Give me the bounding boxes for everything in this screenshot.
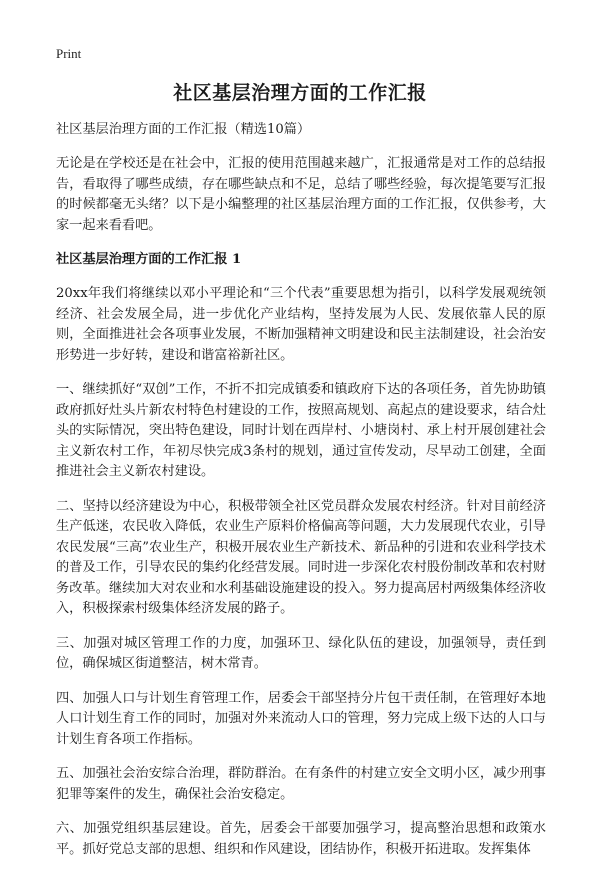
body-paragraph: 六、加强党组织基层建设。首先，居委会干部要加强学习，提高整治思想和政策水平。抓好党总支部的思想、组织和作风建设，团结协作，积极开拓进取。发挥集体 bbox=[56, 821, 546, 857]
section-heading: 社区基层治理方面的工作汇报 1 bbox=[56, 252, 242, 267]
body-paragraph: 一、继续抓好“双创”工作，不折不扣完成镇委和镇政府下达的各项任务，首先协助镇政府抓好灶头片新农村特色村建设的工作，按照高规划、高起点的建设要求，结合灶头的实际情况，突出特色建设，同时计划在西岸村、小塘岗村、承上村开展创建社会主义新农村工作，年初尽快完成3条村的规划，通过宣传发动，尽早动工创建，全面推进社会主义新农村建设。 bbox=[56, 382, 546, 479]
document-subtitle: 社区基层治理方面的工作汇报（精选10篇） bbox=[56, 122, 311, 137]
document-body bbox=[56, 120, 546, 874]
intro-paragraph: 无论是在学校还是在社会中，汇报的使用范围越来越广，汇报通常是对工作的总结报告，看取得了哪些成绩，存在哪些缺点和不足，总结了哪些经验，每次提笔要写汇报的时候都毫无头绪？以下是小编整理的社区基层治理方面的工作汇报，仅供参考，大家一起来看看吧。 bbox=[56, 156, 546, 233]
print-link[interactable]: Print bbox=[56, 46, 82, 61]
body-paragraph: 二、坚持以经济建设为中心，积极带领全社区党员群众发展农村经济。针对目前经济生产低迷，农民收入降低，农业生产原料价格偏高等问题，大力发展现代农业，引导农民发展“三高”农业生产，积极开展农业生产新技术、新品种的引进和农业科学技术的普及工作，引导农民的集约化经营发展。同时进一步深化农村股份制改革和农村财务改革。继续加大对农业和水利基础设施建设的投入。努力提高居村两级集体经济收入，积极探索村级集体经济发展的路子。 bbox=[56, 498, 546, 616]
page-title: 社区基层治理方面的工作汇报 bbox=[173, 82, 427, 104]
body-paragraph: 20xx年我们将继续以邓小平理论和“三个代表”重要思想为指引，以科学发展观统领经济、社会发展全局，进一步优化产业结构，坚持发展为人民、发展依靠人民的原则，全面推进社会各项事业发展，不断加强精神文明建设和民主法制建设，社会治安形势进一步好转，建设和谐富裕新社区。 bbox=[56, 286, 546, 363]
body-paragraph: 五、加强社会治安综合治理，群防群治。在有条件的村建立安全文明小区，减少刑事犯罪等案件的发生，确保社会治安稳定。 bbox=[56, 766, 546, 802]
body-paragraph: 三、加强对城区管理工作的力度，加强环卫、绿化队伍的建设，加强领导，责任到位，确保城区街道整洁，树木常青。 bbox=[56, 635, 546, 671]
body-paragraph: 四、加强人口与计划生育管理工作，居委会干部坚持分片包干责任制，在管理好本地人口计划生育工作的同时，加强对外来流动人口的管理，努力完成上级下达的人口与计划生育各项工作指标。 bbox=[56, 690, 546, 747]
